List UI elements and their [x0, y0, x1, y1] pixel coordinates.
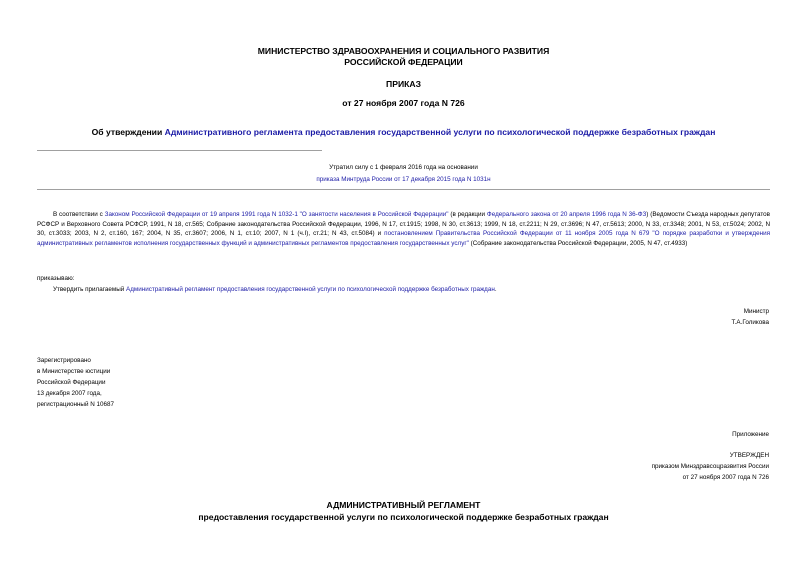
- appendix-label: Приложение: [732, 431, 769, 438]
- approved-by-order: приказом Минздравсоцразвития России: [651, 463, 769, 470]
- order-text-2: .: [494, 286, 497, 293]
- federal-law-link[interactable]: Федерального закона от 20 апреля 1996 года N 36-ФЗ: [486, 211, 647, 218]
- status-link[interactable]: приказа Минтруда России от 17 декабря 2015 года N 1031н: [316, 176, 491, 183]
- ministry-title-line2: РОССИЙСКОЙ ФЕДЕРАЦИИ: [344, 57, 463, 67]
- signature-title: Министр: [743, 308, 769, 315]
- reglament-subtitle: предоставления государственной услуги по психологической поддержке безработных граждан: [198, 512, 609, 522]
- separator-short: [37, 150, 322, 151]
- approved-order-date: от 27 ноября 2007 года N 726: [682, 474, 769, 481]
- ministry-title-line1: МИНИСТЕРСТВО ЗДРАВООХРАНЕНИЯ И СОЦИАЛЬНОГО РАЗВИТИЯ: [257, 46, 550, 56]
- ordering-word: приказываю:: [37, 275, 75, 282]
- subject-link[interactable]: Административного регламента предоставления государственной услуги по психологической поддержке безработных граждан: [164, 127, 716, 137]
- law-link[interactable]: Законом Российской Федерации от 19 апреля 1991 года N 1032-1 "О занятости населения в Российской Федерации": [104, 211, 449, 218]
- registration-line4: 13 декабря 2007 года,: [37, 390, 102, 397]
- preamble-paragraph: [37, 210, 770, 248]
- separator-long: [37, 189, 770, 190]
- order-paragraph: [53, 285, 770, 295]
- preamble-text-2: (в редакции: [448, 211, 487, 218]
- registration-line3: Российской Федерации: [37, 379, 106, 386]
- approved-label: УТВЕРЖДЕН: [729, 452, 769, 459]
- signature-name: Т.А.Голикова: [731, 319, 769, 326]
- preamble-text-3: ) (Ведомости Съезда народных депутатов РСФСР и Верховного Совета РСФСР, 1991, N 18, ст.565; Собрание законодательства Российской Федерации, 1996, N 17, ст.1915; 1998, N 30, ст.3613; 1999, N 18, ст.2211; N 29, ст.3696; N 47, ст.5613; 2000, N 33, ст.3348; 2001, N 53, ст.5024; 2002, N 30, ст.3033; 2003, N 2, ст.160, 167; 2004, N 35, ст.3607; 2006, N 1, ст.10; 2007, N 1 (ч.I), ст.21; N 43, ст.5084) и: [37, 211, 771, 238]
- subject-prefix: Об утверждении: [91, 127, 165, 137]
- reglament-title: АДМИНИСТРАТИВНЫЙ РЕГЛАМЕНТ: [326, 500, 481, 510]
- document-date: от 27 ноября 2007 года N 726: [342, 98, 465, 108]
- document-type: ПРИКАЗ: [386, 79, 421, 89]
- registration-line1: Зарегистрировано: [37, 357, 91, 364]
- document-subject: [0, 127, 807, 138]
- preamble-text-4: (Собрание законодательства Российской Федерации, 2005, N 47, ст.4933): [468, 239, 688, 247]
- registration-line2: в Министерстве юстиции: [37, 368, 111, 375]
- preamble-text-1: В соответствии с: [53, 211, 105, 218]
- reglament-link[interactable]: Административный регламент предоставления государственной услуги по психологической поддержке безработных граждан: [126, 286, 495, 293]
- resolution-link[interactable]: постановлением Правительства Российской Федерации от 11 ноября 2005 года N 679 "О порядке разработки и утверждения административных регламентов исполнения государственных функций и административных регламентов предоставления государственных услуг": [37, 230, 770, 247]
- registration-line5: регистрационный N 10687: [37, 401, 115, 408]
- status-line1: Утратил силу с 1 февраля 2016 года на основании: [329, 164, 478, 171]
- order-text-1: Утвердить прилагаемый: [53, 286, 127, 293]
